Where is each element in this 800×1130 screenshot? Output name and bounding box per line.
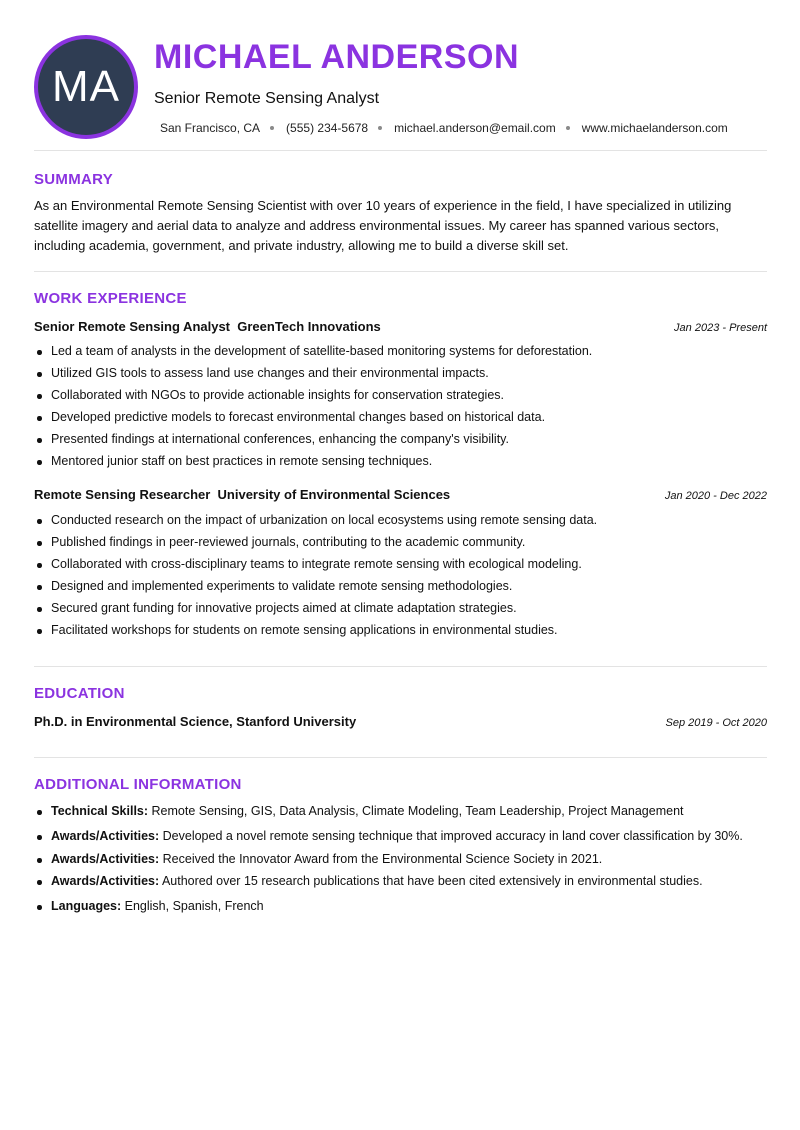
contact-bar xyxy=(160,121,728,135)
additional-item xyxy=(34,873,767,890)
job-bullet: Presented findings at international conferences, enhancing the company's visibility. xyxy=(34,431,767,448)
additional-heading: ADDITIONAL INFORMATION xyxy=(34,776,242,793)
additional-item xyxy=(34,851,767,868)
job-bullet: Developed predictive models to forecast environmental changes based on historical data. xyxy=(34,409,767,426)
divider xyxy=(34,271,767,272)
separator-dot xyxy=(270,126,274,130)
job-position: Senior Remote Sensing Analyst xyxy=(34,319,231,334)
job-bullet: Published findings in peer-reviewed journals, contributing to the academic community. xyxy=(34,534,767,551)
divider xyxy=(34,666,767,667)
contact-location: San Francisco, CA xyxy=(160,121,261,135)
job-bullets xyxy=(34,343,767,470)
contact-email[interactable]: michael.anderson@email.com xyxy=(394,121,556,135)
job-dates: Jan 2023 - Present xyxy=(674,322,767,334)
job-position: Remote Sensing Researcher xyxy=(34,487,211,502)
divider xyxy=(34,757,767,758)
job-bullet: Facilitated workshops for students on remote sensing applications in environmental studies. xyxy=(34,622,767,639)
job-header xyxy=(34,319,767,334)
job-bullet: Mentored junior staff on best practices in remote sensing techniques. xyxy=(34,453,767,470)
job-bullet: Designed and implemented experiments to validate remote sensing methodologies. xyxy=(34,578,767,595)
avatar-initials: MA xyxy=(52,62,120,111)
additional-item xyxy=(34,828,767,845)
experience-heading: WORK EXPERIENCE xyxy=(34,290,187,307)
avatar xyxy=(34,35,138,139)
candidate-name: MICHAEL ANDERSON xyxy=(154,38,520,76)
job-title xyxy=(34,319,381,334)
separator-dot xyxy=(378,126,382,130)
additional-label: Awards/Activities: xyxy=(51,852,160,866)
job-bullet: Conducted research on the impact of urbanization on local ecosystems using remote sensing data. xyxy=(34,512,767,529)
additional-text: Authored over 15 research publications that have been cited extensively in environmental studies. xyxy=(161,874,703,888)
additional-label: Awards/Activities: xyxy=(51,874,160,888)
additional-item xyxy=(34,898,767,915)
job-company: GreenTech Innovations xyxy=(237,319,381,334)
additional-label: Technical Skills: xyxy=(51,804,149,818)
separator-dot xyxy=(566,126,570,130)
education-degree: Ph.D. in Environmental Science, Stanford University xyxy=(34,714,357,729)
job-bullets xyxy=(34,512,767,639)
divider xyxy=(34,150,767,151)
additional-list xyxy=(34,803,767,915)
education-entry xyxy=(34,714,767,729)
additional-label: Languages: xyxy=(51,899,122,913)
job-bullet: Collaborated with cross-disciplinary teams to integrate remote sensing with ecological modeling. xyxy=(34,556,767,573)
additional-item xyxy=(34,803,767,820)
job-header xyxy=(34,487,767,502)
job-bullet: Collaborated with NGOs to provide actionable insights for conservation strategies. xyxy=(34,387,767,404)
education-heading: EDUCATION xyxy=(34,685,125,702)
contact-phone: (555) 234-5678 xyxy=(286,121,369,135)
job-bullet: Utilized GIS tools to assess land use changes and their environmental impacts. xyxy=(34,365,767,382)
candidate-role: Senior Remote Sensing Analyst xyxy=(154,90,380,107)
job-company: University of Environmental Sciences xyxy=(217,487,451,502)
summary-heading: SUMMARY xyxy=(34,171,114,188)
additional-text: Received the Innovator Award from the Environmental Science Society in 2021. xyxy=(162,852,603,866)
education-dates: Sep 2019 - Oct 2020 xyxy=(665,717,767,729)
job-dates: Jan 2020 - Dec 2022 xyxy=(664,490,767,502)
additional-text: Remote Sensing, GIS, Data Analysis, Climate Modeling, Team Leadership, Project Management xyxy=(151,804,684,818)
additional-text: English, Spanish, French xyxy=(124,899,264,913)
additional-label: Awards/Activities: xyxy=(51,829,160,843)
additional-text: Developed a novel remote sensing technique that improved accuracy in land cover classification by 30%. xyxy=(162,829,743,843)
contact-website[interactable]: www.michaelanderson.com xyxy=(581,121,728,135)
job-bullet: Secured grant funding for innovative projects aimed at climate adaptation strategies. xyxy=(34,600,767,617)
job-bullet: Led a team of analysts in the development of satellite-based monitoring systems for deforestation. xyxy=(34,343,767,360)
job-title xyxy=(34,487,450,502)
summary-text: As an Environmental Remote Sensing Scientist with over 10 years of experience in the field, I have specialized in utilizing satellite imagery and aerial data to analyze and address environmental issues. My career has spanned various sectors, including academia, government, and private industry, allowing me to build a diverse skill set. xyxy=(34,198,732,253)
